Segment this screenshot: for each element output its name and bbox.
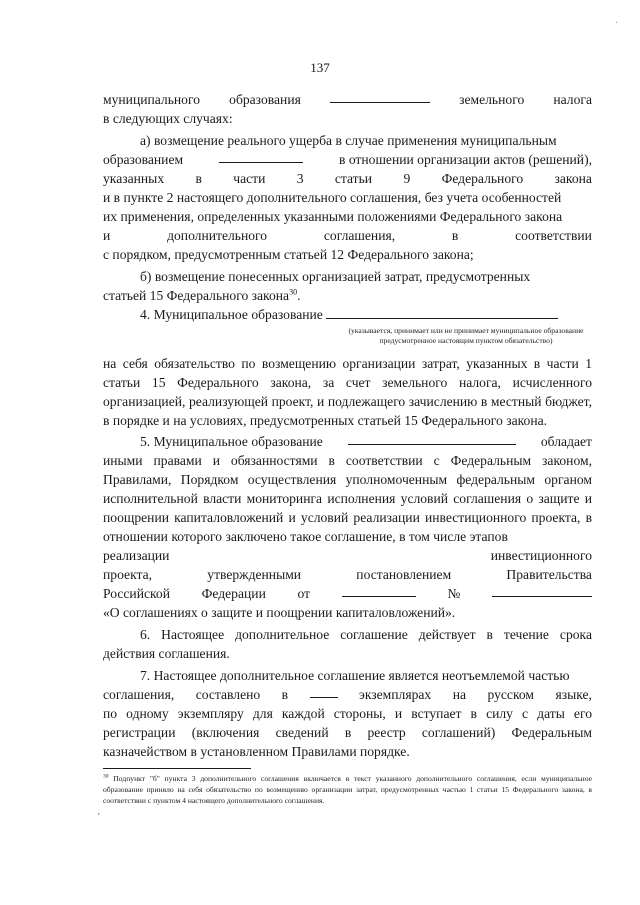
item-5-line-project: проекта, утвержденными постановлением Правительства [103,567,592,582]
item-a-line-6: и дополнительного соглашения, в соответствии [103,228,592,243]
blank-field[interactable] [348,432,516,445]
item-a-line-4: и в пункте 2 настоящего дополнительного соглашения, без учета особенностей [103,190,562,205]
item-a-line-3: указанных в части 3 статьи 9 Федерального закона [103,171,592,186]
item-5-lead: 5. Муниципальное образование обладает [140,434,592,449]
item-4-text: на себя обязательство по возмещению организации затрат, указанных в части 1 статьи 15 Федерального закона, за счет земельного налога, исчисленного организацией, реализующей проект, и подлежащего зачислению в местный бюджет, в порядке и на условиях, предусмотренных статьей 15 Федерального закона. [103,356,592,428]
item-5-line-realization: реализации инвестиционного [103,548,592,563]
item-b-line-2: статьей 15 Федерального закона$^{30}$. [103,287,301,303]
item-a-line-7: с порядком, предусмотренным статьей 12 Федерального закона; [103,247,474,262]
footnote [103,773,592,806]
scan-mark: ' [98,812,100,823]
document-body [103,90,592,761]
blank-field[interactable] [310,685,338,698]
item-7-rest: по одному экземпляру для каждой стороны, и вступает в силу с даты его регистрации (включения сведений в реестр соглашений) Федеральным казначейством в установленном Правилами порядке. [103,706,592,759]
item-a-line-2: образованием в отношении организации актов (решений), [103,152,592,167]
item-b-line-1: б) возмещение понесенных организацией затрат, предусмотренных [140,269,531,284]
item-a-line-5: их применения, определенных указанными положениями Федерального закона [103,209,563,224]
blank-field[interactable] [342,584,416,597]
item-7-line-1: 7. Настоящее дополнительное соглашение является неотъемлемой частью [140,668,570,683]
item-7-line-2: соглашения, составлено в экземплярах на русском языке, [103,687,592,702]
footnote-divider [103,768,251,769]
intro-line-2: в следующих случаях: [103,111,233,126]
page-number: 137 [310,60,330,75]
blank-field[interactable] [330,90,430,103]
item-5-last: «О соглашениях о защите и поощрении капиталовложений». [103,605,456,620]
item-5-line-rf: Российской Федерации от № [103,584,592,603]
scan-mark: · [615,18,619,29]
item-5-text: иными правами и обязанностями в соответствии с Федеральным законом, Правилами, Порядком осуществления уполномоченным федеральным органом исполнительной власти мониторинга исполнения условий соглашения о защите и поощрении капиталовложений и условий реализации инвестиционного проекта, в отношении которого заключено такое соглашение, в том числе этапов [103,453,592,544]
blank-field[interactable] [326,306,558,319]
footnote-text: Подпункт "б" пункта 3 дополнительного соглашения включается в текст указанного дополнительного соглашения, если муниципальное образование приняло на себя обязательство по возмещению организации затрат, предусмотренных частью 1 статьи 15 Федерального закона, в соответствии с пунктом 4 настоящего дополнительного соглашения. [103,774,592,805]
footnote-number: 30 [103,773,109,780]
item-a-line-1: а) возмещение реального ущерба в случае применения муниципальным [140,133,557,148]
footnote-ref[interactable]: 30 [289,287,298,297]
item-4-lead: 4. Муниципальное образование [103,305,592,324]
blank-field[interactable] [219,150,303,163]
blank-field[interactable] [492,584,592,597]
item-6: 6. Настоящее дополнительное соглашение действует в течение срока действия соглашения. [103,627,592,661]
intro-line-1: муниципального образования земельного налога [103,92,592,107]
field-hint: (указывается, принимает или не принимает муниципальное образование предусмотренное настоящим пунктом обязательство) [348,326,584,345]
